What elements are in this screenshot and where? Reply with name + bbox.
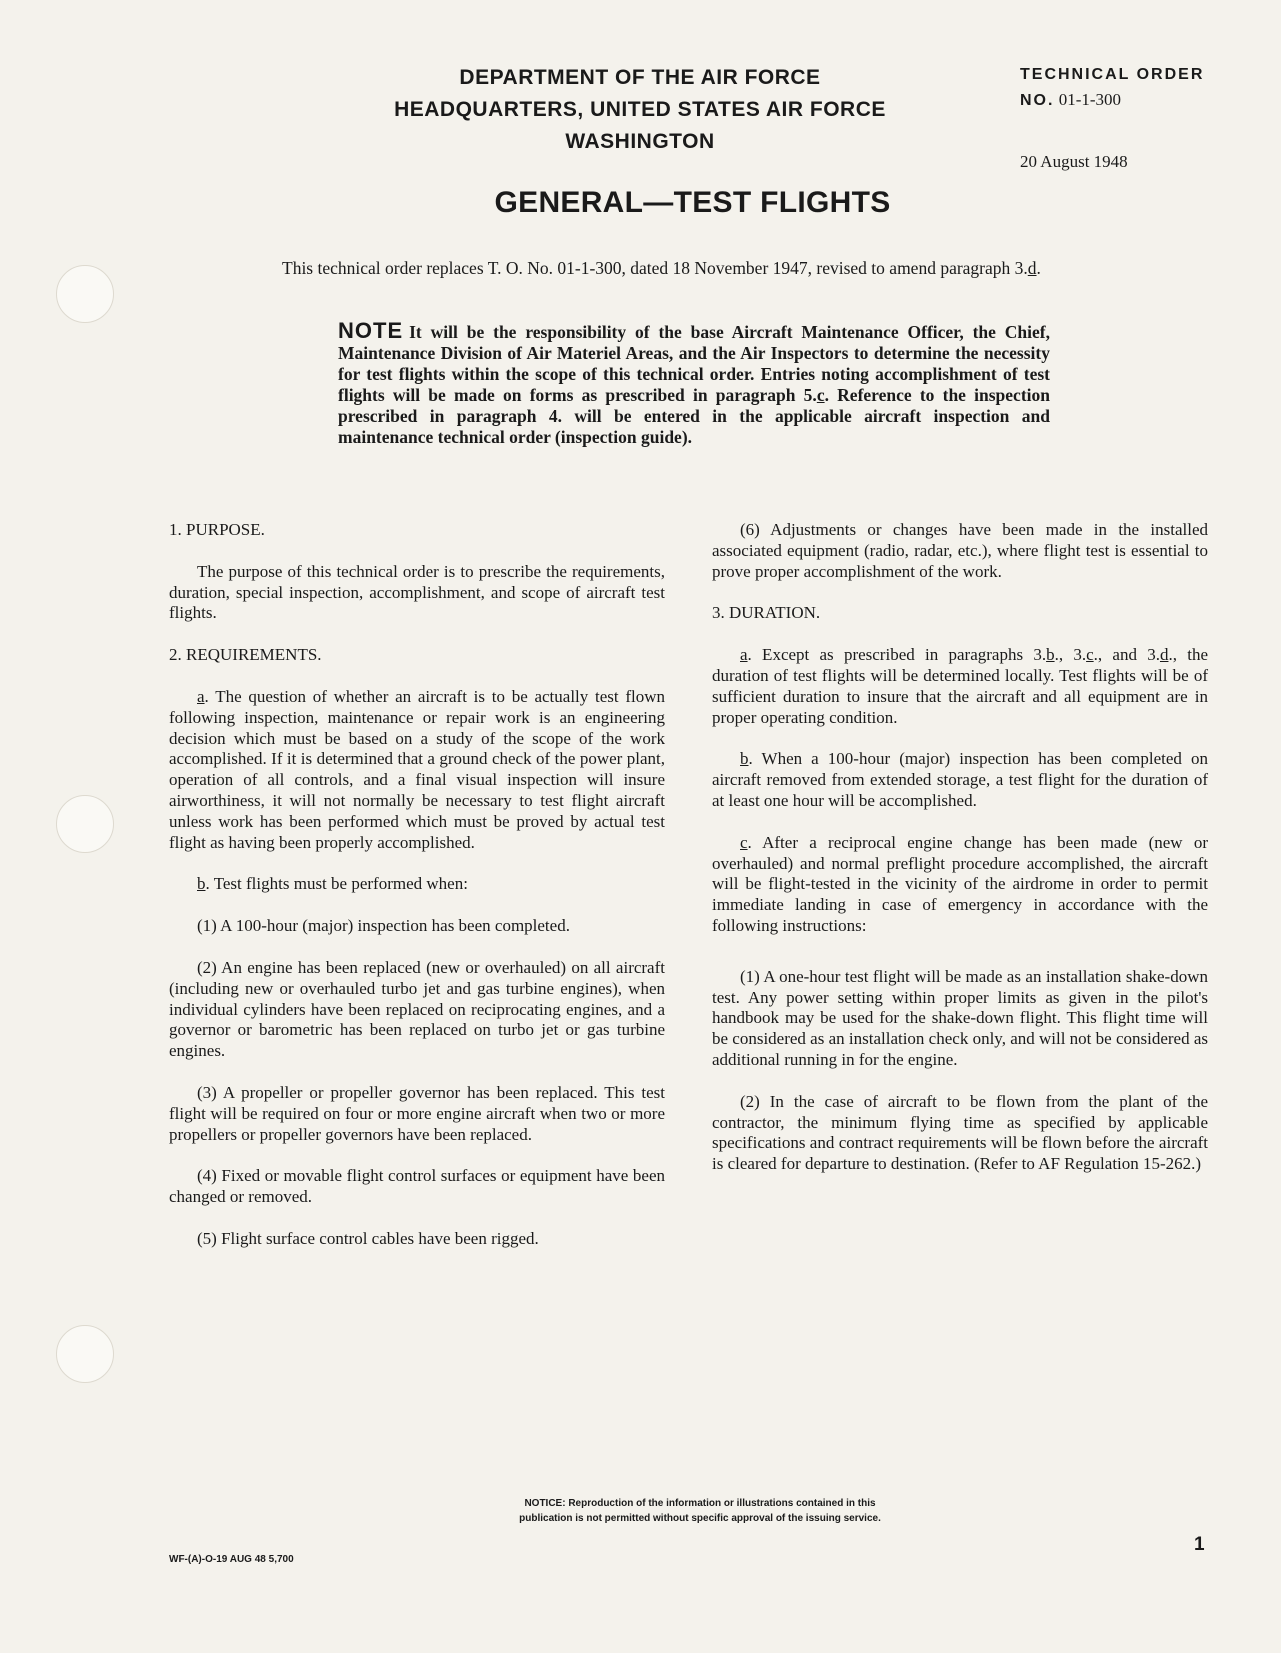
punch-hole <box>56 795 114 853</box>
item-text: ., 3. <box>1054 645 1087 665</box>
headquarters-line: HEADQUARTERS, UNITED STATES AIR FORCE <box>394 98 886 121</box>
item-letter: b <box>740 749 749 769</box>
punch-hole <box>56 1325 114 1383</box>
purpose-paragraph: The purpose of this technical order is to prescribe the requirements, duration, special inspection, accomplishment, and scope of aircraft test flights. <box>169 561 665 623</box>
page-number: 1 <box>1194 1534 1205 1555</box>
order-date: 20 August 1948 <box>1020 152 1128 171</box>
item-letter: c <box>740 832 748 852</box>
item-letter: a <box>197 686 205 706</box>
duration-b <box>712 749 1208 811</box>
requirements-b <box>169 874 665 895</box>
note-text-end: . Reference to the inspection prescribed in paragraph 4. will be entered in the applicable aircraft inspection and maintenance technical order (inspection guide). <box>338 385 1050 447</box>
department-line: DEPARTMENT OF THE AIR FORCE <box>459 66 821 89</box>
punch-hole <box>56 265 114 323</box>
document-title: GENERAL—TEST FLIGHTS <box>494 186 891 219</box>
item-letter: b <box>197 874 206 894</box>
order-no-label: NO. <box>1020 92 1055 109</box>
item-text: . The question of whether an aircraft is to be actually test flown following inspection, maintenance or repair work is an engineering decision which must be based on a study of the scope of the work accomplished. If it is determined that a ground check of the power plant, operation of all controls, and a final visual inspection will insure airworthiness, it will not normally be necessary to test flight aircraft unless work has been performed which must be proved by actual test flight as having been properly accomplished. <box>169 686 665 852</box>
duration-a <box>712 645 1208 728</box>
notice-line-1: NOTICE: Reproduction of the information or illustrations contained in this <box>524 1498 876 1509</box>
item-text: . After a reciprocal engine change has been made (new or overhauled) and normal preflight procedure accomplished, the aircraft will be flight-tested in the vicinity of the airdrome in order to permit immediate landing in case of emergency in accordance with the following instructions: <box>712 832 1208 935</box>
note-ref: c <box>816 385 825 405</box>
item-text: . Except as prescribed in paragraphs 3. <box>747 645 1047 665</box>
right-column <box>712 520 1208 1175</box>
duration-c-item-2: (2) In the case of aircraft to be flown from the plant of the contractor, the minimum flying time as specified by applicable specifications and contract requirements will be flown before the aircraft is cleared for departure to destination. (Refer to AF Regulation 15-262.) <box>712 1091 1208 1174</box>
intro-ref: d <box>1027 258 1037 278</box>
technical-order-label: TECHNICAL ORDER <box>1020 66 1205 83</box>
intro-paragraph <box>282 258 1104 279</box>
intro-end: . <box>1036 258 1041 278</box>
order-number: 01-1-300 <box>1058 90 1122 109</box>
requirement-item-6: (6) Adjustments or changes have been made in the installed associated equipment (radio, radar, etc.), where flight test is essential to prove proper accomplishment of the work. <box>712 520 1208 581</box>
form-number: WF-(A)-O-19 AUG 48 5,700 <box>169 1554 294 1565</box>
requirement-item-1: (1) A 100-hour (major) inspection has been completed. <box>197 916 570 936</box>
requirement-item-3: (3) A propeller or propeller governor has been replaced. This test flight will be required on four or more engine aircraft when two or more propellers or propeller governors have been replaced. <box>169 1082 665 1144</box>
requirement-item-4: (4) Fixed or movable flight control surfaces or equipment have been changed or removed. <box>169 1166 665 1207</box>
item-text: ., the duration of test flights will be determined locally. Test flights will be of sufficient duration to insure that the aircraft and all equipment are in proper operating condition. <box>712 645 1208 727</box>
requirement-item-2: (2) An engine has been replaced (new or overhauled) on all aircraft (including new or overhauled turbo jet and gas turbine engines), when individual cylinders have been replaced on reciprocating engines, and a governor or barometric has been replaced on turbo jet or gas turbine engines. <box>169 957 665 1061</box>
item-text: ., and 3. <box>1093 645 1160 665</box>
duration-c <box>712 833 1208 937</box>
left-column <box>169 520 665 1250</box>
section-heading-requirements: 2. REQUIREMENTS. <box>169 645 322 665</box>
paragraph-ref: b <box>1046 645 1055 665</box>
requirements-a <box>169 687 665 853</box>
section-heading-duration: 3. DURATION. <box>712 603 821 623</box>
requirement-item-5: (5) Flight surface control cables have been rigged. <box>197 1228 539 1248</box>
note-block <box>338 320 1050 448</box>
location-line: WASHINGTON <box>565 130 715 153</box>
notice-line-2: publication is not permitted without specific approval of the issuing service. <box>519 1513 881 1524</box>
paragraph-ref: c <box>1086 645 1094 665</box>
note-label: NOTE <box>338 318 404 343</box>
section-heading-purpose: 1. PURPOSE. <box>169 520 265 539</box>
intro-text: This technical order replaces T. O. No. 01-1-300, dated 18 November 1947, revised to amend paragraph 3. <box>282 258 1028 278</box>
item-text: . Test flights must be performed when: <box>205 874 468 894</box>
reproduction-notice <box>490 1496 910 1526</box>
technical-order-number <box>1020 90 1121 110</box>
item-letter: a <box>740 645 748 665</box>
duration-c-item-1: (1) A one-hour test flight will be made as an installation shake-down test. Any power setting within proper limits as given in the pilot's handbook may be used for the shake-down flight. This flight time will be considered as an installation check only, and will not be considered as additional running in for the engine. <box>712 966 1208 1069</box>
paragraph-ref: d <box>1159 645 1169 665</box>
item-text: . When a 100-hour (major) inspection has been completed on aircraft removed from extended storage, a test flight for the duration of at least one hour will be accomplished. <box>712 749 1208 810</box>
note-text: It will be the responsibility of the base Aircraft Maintenance Officer, the Chief, Maintenance Division of Air Materiel Areas, and the Air Inspectors to determine the necessity for test flights within the scope of this technical order. Entries noting accomplishment of test flights will be made on forms as prescribed in paragraph 5. <box>338 322 1050 405</box>
